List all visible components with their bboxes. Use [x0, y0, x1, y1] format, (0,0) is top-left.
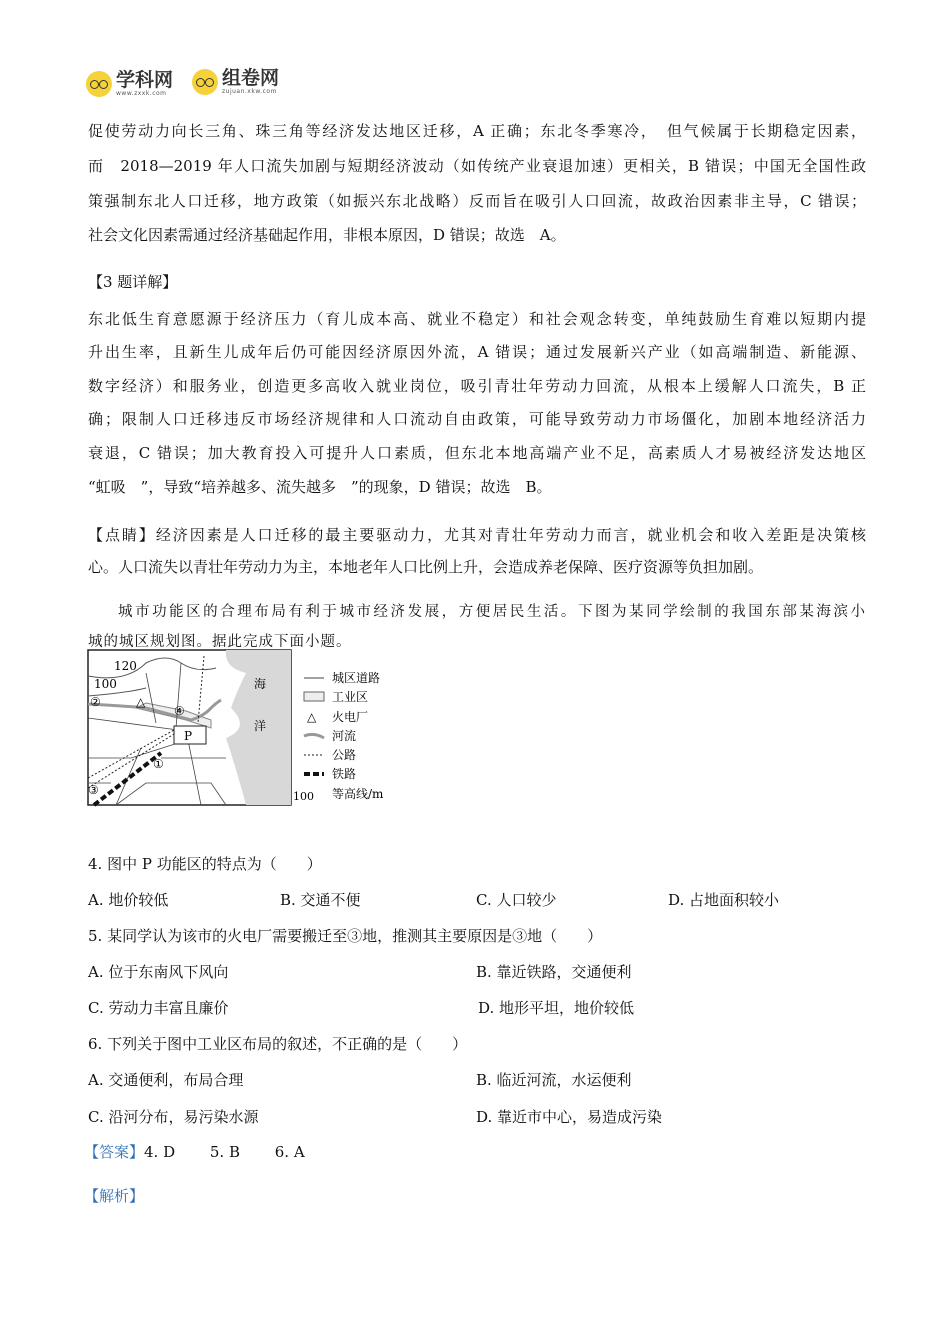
p-zone-label: P: [184, 729, 193, 743]
contour-label: 120: [114, 659, 137, 673]
legend-highway: 公路: [332, 748, 357, 762]
paragraph-line: 数字经济）和服务业，创造更多高收入就业岗位，吸引青壮年劳动力回流，从根本上缓解人口流失，B 正: [88, 377, 866, 395]
question-5-stem: 5. 某同学认为该市的火电厂需要搬迁至③地，推测其主要原因是③地（ ）: [88, 927, 603, 945]
paragraph-line: 确；限制人口迁移违反市场经济规律和人口流动自由政策，可能导致劳动力市场僵化，加剧本地经济活力: [88, 410, 866, 428]
answer-label: 【答案】: [84, 1143, 145, 1161]
q6-option-d[interactable]: D. 靠近市中心，易造成污染: [476, 1108, 663, 1126]
zujuan-logo: [192, 68, 279, 95]
analysis-label: 【解析】: [84, 1187, 145, 1205]
legend-railway: 铁路: [332, 767, 357, 781]
question-4-stem: 4. 图中 P 功能区的特点为（ ）: [88, 855, 322, 873]
legend-contour: 等高线/m: [332, 787, 384, 801]
map-legend: [293, 671, 384, 803]
sea-label: 海: [254, 677, 267, 691]
location-1: ①: [153, 757, 164, 771]
location-4: ④: [174, 704, 185, 718]
q6-option-b[interactable]: B. 临近河流，水运便利: [476, 1071, 632, 1089]
sea-label: 洋: [254, 719, 267, 733]
paragraph-line: 衰退，C 错误；加大教育投入可提升人口素质，但东北本地高端产业不足，高素质人才易被经济发达地区: [88, 444, 866, 462]
question-6-stem: 6. 下列关于图中工业区布局的叙述，不正确的是（ ）: [88, 1035, 468, 1053]
city-planning-map: [86, 648, 396, 810]
q4-option-a[interactable]: A. 地价较低: [88, 891, 169, 909]
paragraph-line: 东北低生育意愿源于经济压力（育儿成本高、就业不稳定）和社会观念转变，单纯鼓励生育难以短期内提: [88, 310, 866, 328]
q4-option-c[interactable]: C. 人口较少: [476, 891, 557, 909]
q4-option-d[interactable]: D. 占地面积较小: [668, 891, 780, 909]
xkw-logo: [86, 70, 173, 97]
location-2: ②: [90, 695, 101, 709]
q5-option-a[interactable]: A. 位于东南风下风向: [88, 963, 229, 981]
legend-river: 河流: [332, 729, 357, 743]
logo-url: www.zxxk.com: [116, 90, 167, 97]
section-heading: 【3 题详解】: [88, 273, 178, 291]
q6-option-a[interactable]: A. 交通便利，布局合理: [88, 1071, 244, 1089]
intro-line: 城市功能区的合理布局有利于城市经济发展，方便居民生活。下图为某同学绘制的我国东部某海滨小: [118, 604, 866, 620]
owl-mascot-icon: [86, 71, 112, 97]
tip-line: 【点睛】经济因素是人口迁移的最主要驱动力，尤其对青壮年劳动力而言，就业机会和收入差距是决策核: [88, 526, 866, 544]
power-plant-icon: △: [136, 695, 146, 709]
answer-line: [84, 1142, 305, 1162]
q5-option-d[interactable]: D. 地形平坦，地价较低: [478, 999, 635, 1017]
owl-mascot-icon: [192, 69, 218, 95]
legend-power-plant: 火电厂: [332, 710, 369, 724]
paragraph-line: 升出生率，且新生儿成年后仍可能因经济原因外流，A 错误；通过发展新兴产业（如高端制造、新能源、: [88, 343, 866, 361]
paragraph-line: 社会文化因素需通过经济基础起作用，非根本原因，D 错误；故选 A。: [88, 226, 566, 244]
paragraph-line: 促使劳动力向长三角、珠三角等经济发达地区迁移，A 正确；东北冬季寒冷， 但气候属于长期稳定因素，: [88, 122, 866, 140]
answer-text: 4. D 5. B 6. A: [144, 1143, 305, 1161]
q4-option-b[interactable]: B. 交通不便: [280, 891, 361, 909]
paragraph-line: “虹吸 ”，导致“培养越多、流失越多 ”的现象，D 错误；故选 B。: [88, 478, 552, 496]
q5-option-b[interactable]: B. 靠近铁路，交通便利: [476, 963, 632, 981]
paragraph-line: 而 2018—2019 年人口流失加剧与短期经济波动（如传统产业衰退加速）更相关，B 错误；中国无全国性政: [88, 157, 866, 175]
logo-text: 学科网: [116, 69, 174, 91]
q6-option-c[interactable]: C. 沿河分布，易污染水源: [88, 1108, 259, 1126]
logo-text: 组卷网: [222, 67, 280, 89]
contour-label: 100: [94, 677, 117, 691]
q5-option-c[interactable]: C. 劳动力丰富且廉价: [88, 999, 229, 1017]
location-3: ③: [88, 783, 99, 797]
paragraph-line: 策强制东北人口迁移，地方政策（如振兴东北战略）反而旨在吸引人口回流，故政治因素非主导，C 错误；: [88, 192, 866, 210]
legend-road: 城区道路: [332, 671, 381, 685]
intro-line: 城的城区规划图。据此完成下面小题。: [88, 634, 352, 650]
logo-url: zujuan.xkw.com: [222, 88, 277, 95]
legend-industrial: 工业区: [332, 690, 369, 704]
legend-power-plant-icon: △: [307, 710, 317, 724]
legend-contour-value: 100: [293, 790, 314, 803]
tip-line: 心。人口流失以青壮年劳动力为主，本地老年人口比例上升，会造成养老保障、医疗资源等负担加剧。: [88, 558, 764, 576]
